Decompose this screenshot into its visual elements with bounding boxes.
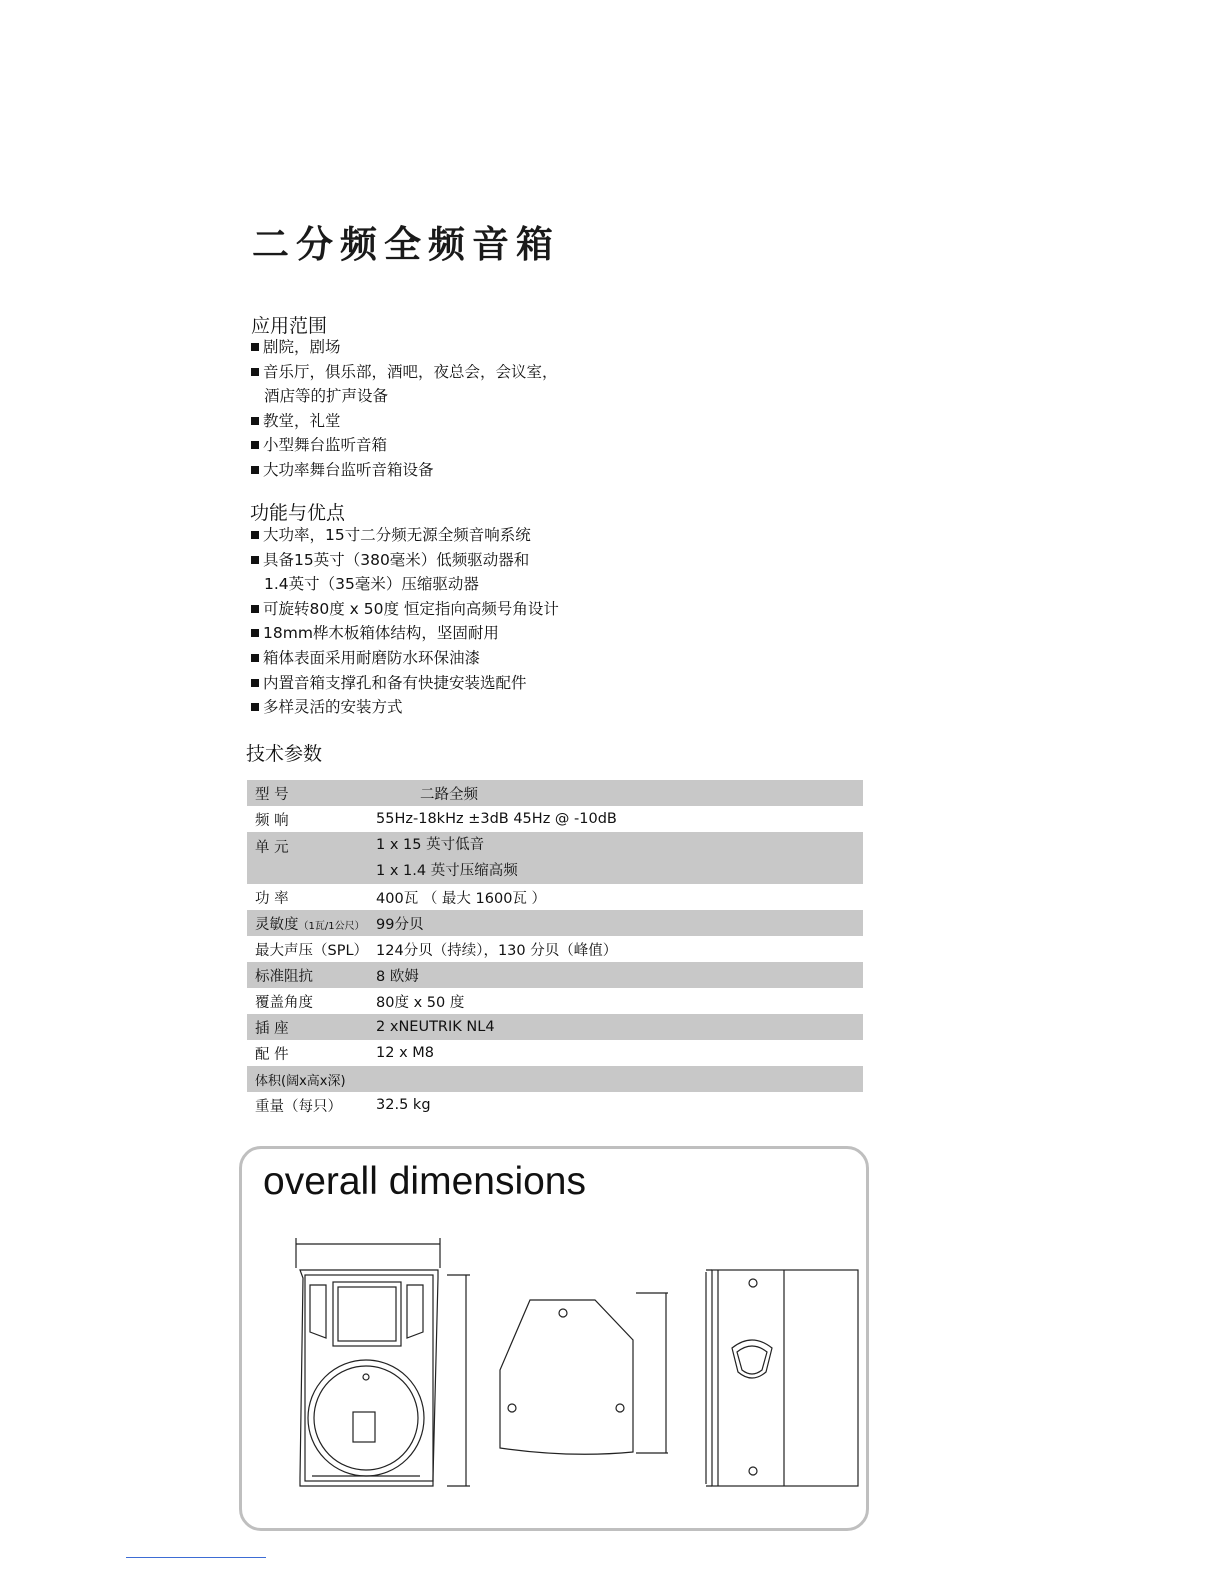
front-view-drawing: [296, 1238, 470, 1486]
table-row: 重量（每只） 32.5 kg: [255, 1097, 431, 1115]
table-row: 型 号 二路全频: [247, 780, 863, 806]
page-title: 二分频全频音箱: [252, 223, 560, 266]
list-item: 18mm桦木板箱体结构，坚固耐用: [251, 621, 559, 646]
list-item: 教堂，礼堂: [251, 409, 558, 434]
table-row: 体积(阔x高x深): [247, 1066, 863, 1092]
table-row: 灵敏度（1瓦/1公尺） 99分贝: [247, 910, 863, 936]
list-item: 音乐厅，俱乐部，酒吧，夜总会，会议室， 酒店等的扩声设备: [251, 360, 558, 409]
side-view-drawing: [706, 1270, 858, 1486]
list-item: 可旋转80度 x 50度 恒定指向高频号角设计: [251, 597, 559, 622]
list-item: 具备15英寸（380毫米）低频驱动器和 1.4英寸（35毫米）压缩驱动器: [251, 548, 559, 597]
table-row: 最大声压（SPL） 124分贝（持续），130 分贝（峰值）: [255, 942, 618, 959]
table-row: 功 率 400瓦 （ 最大 1600瓦 ）: [255, 890, 547, 907]
table-row: 插 座 2 xNEUTRIK NL4: [247, 1014, 863, 1040]
footer-link-line: [126, 1557, 266, 1558]
table-row: 频 响 55Hz-18kHz ±3dB 45Hz @ -10dB: [255, 811, 617, 829]
list-item: 大功率舞台监听音箱设备: [251, 458, 558, 483]
table-row: 标准阻抗 8 欧姆: [247, 962, 863, 988]
list-item: 小型舞台监听音箱: [251, 433, 558, 458]
list-item: 多样灵活的安装方式: [251, 695, 559, 720]
table-row: 单 元 1 x 15 英寸低音 1 x 1.4 英寸压缩高频: [247, 832, 863, 884]
list-item: 箱体表面采用耐磨防水环保油漆: [251, 646, 559, 671]
dimensions-title: overall dimensions: [263, 1160, 586, 1203]
list-item: 内置音箱支撑孔和备有快捷安装选配件: [251, 671, 559, 696]
applications-heading: 应用范围: [251, 315, 328, 337]
table-row: 配 件 12 x M8: [255, 1045, 435, 1063]
top-view-drawing: [500, 1293, 668, 1454]
features-heading: 功能与优点: [250, 502, 346, 524]
list-item: 大功率，15寸二分频无源全频音响系统: [251, 523, 559, 548]
specs-heading: 技术参数: [246, 743, 323, 765]
list-item: 剧院，剧场: [251, 335, 558, 360]
table-row: 覆盖角度 80度 x 50 度: [255, 994, 465, 1011]
